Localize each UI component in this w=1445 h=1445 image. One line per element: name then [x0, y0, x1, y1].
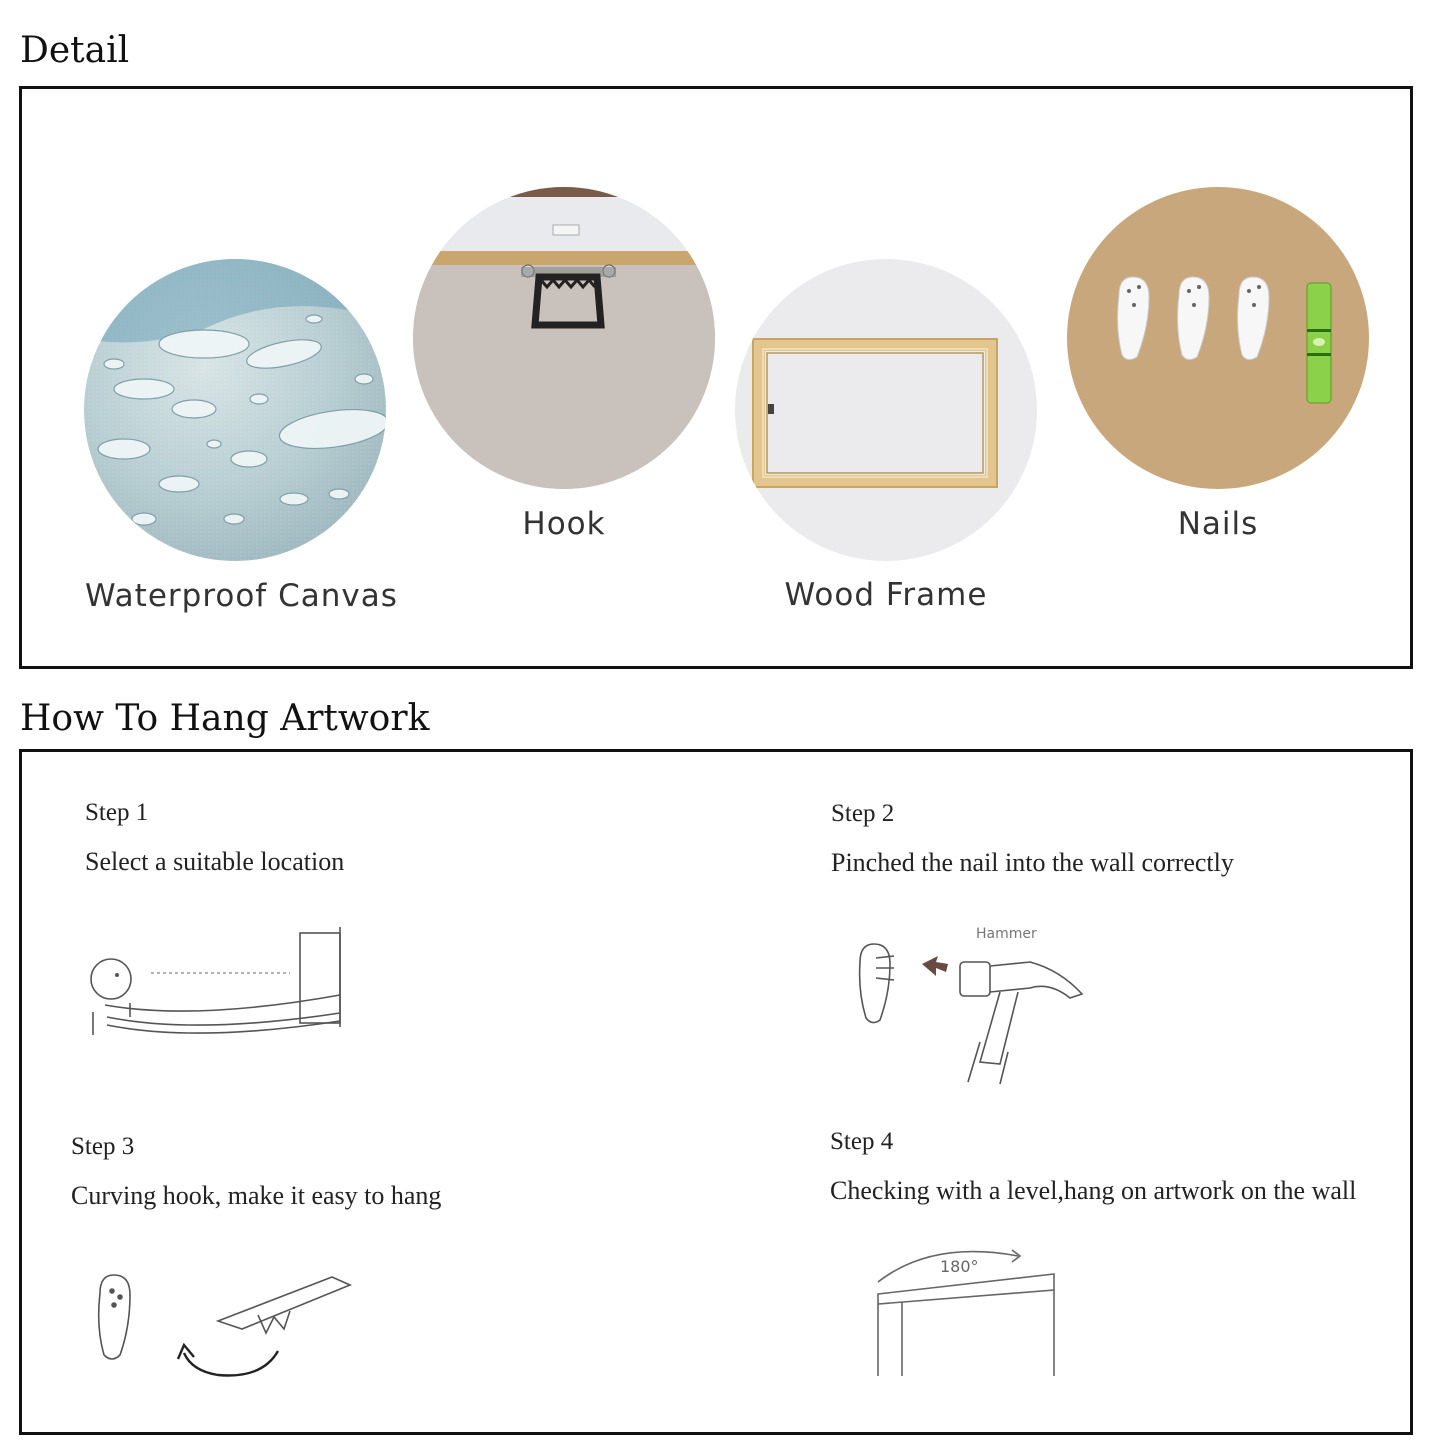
sawtooth-hook-icon: [413, 187, 715, 489]
water-drops-icon: [84, 259, 386, 561]
howto-box: [19, 749, 1413, 1435]
curving-hook-illustration: [92, 1267, 362, 1392]
step-4-label: Step 4: [830, 1128, 894, 1155]
step-1-text: Select a suitable location: [85, 847, 345, 876]
caption-waterproof-canvas: Waterproof Canvas: [85, 578, 398, 614]
hammer-label: Hammer: [976, 926, 1037, 942]
measure-location-illustration: [85, 917, 355, 1042]
hammer-nail-illustration: [850, 922, 1090, 1092]
step-3-text: Curving hook, make it easy to hang: [71, 1181, 442, 1210]
wall-nails-icon: [1067, 187, 1369, 489]
caption-hook: Hook: [522, 506, 606, 542]
wood-frame-icon: [735, 259, 1037, 561]
step-2-text: Pinched the nail into the wall correctly: [831, 848, 1234, 877]
step-4-text: Checking with a level,hang on artwork on the wall: [830, 1176, 1357, 1205]
step-3-label: Step 3: [71, 1133, 135, 1160]
detail-box: [19, 86, 1413, 669]
angle-label: 180°: [940, 1257, 979, 1276]
step-1-label: Step 1: [85, 799, 149, 826]
howto-title: How To Hang Artwork: [20, 698, 430, 739]
level-frame-illustration: [872, 1232, 1072, 1382]
caption-wood-frame: Wood Frame: [784, 577, 988, 613]
caption-nails: Nails: [1177, 506, 1259, 542]
step-2-label: Step 2: [831, 800, 895, 827]
detail-title: Detail: [20, 30, 130, 71]
